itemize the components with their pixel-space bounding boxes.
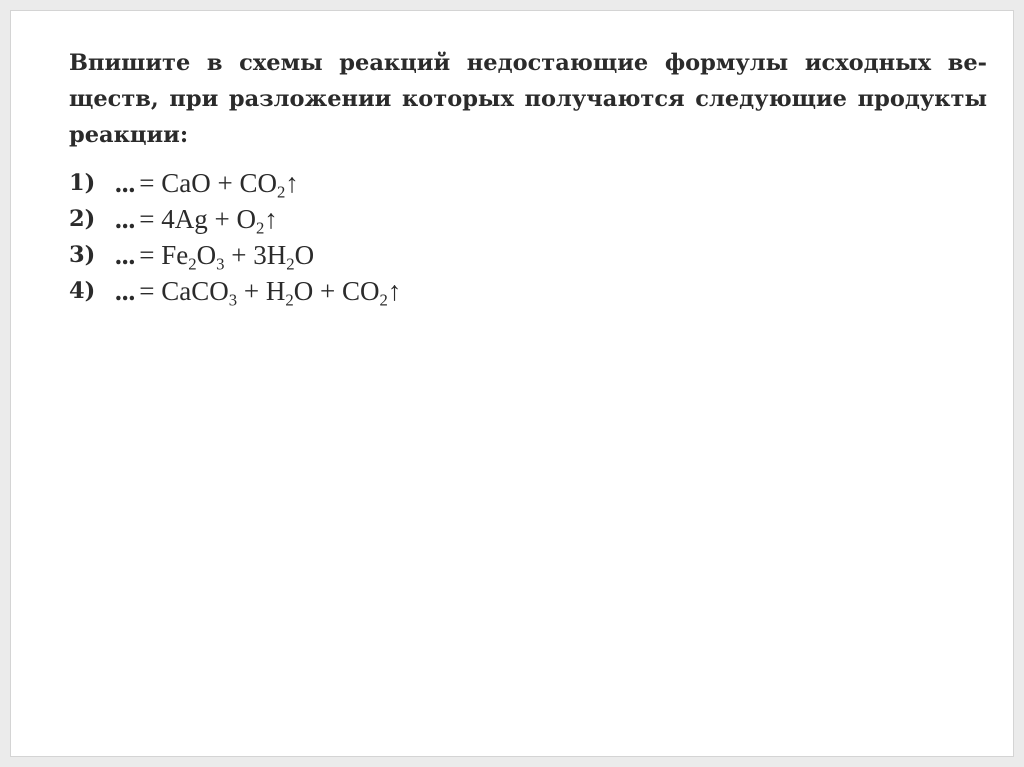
subscript-index: 3	[216, 254, 225, 274]
missing-reactant-placeholder: ...	[115, 168, 136, 198]
task-text: Впишите в схемы реакций недостающие формулы исходных веществ, при разложении которых получаются следующие продукты реакции:	[69, 50, 987, 148]
reaction-list	[69, 165, 401, 309]
reaction-number: 1)	[69, 170, 96, 196]
reaction-item	[69, 273, 401, 309]
subscript-index: 2	[188, 254, 197, 274]
reaction-item	[69, 165, 401, 201]
reaction-number: 2)	[69, 206, 96, 232]
missing-reactant-placeholder: ...	[115, 240, 136, 270]
subscript-index: 2	[285, 290, 294, 310]
reaction-equation	[139, 201, 278, 237]
formula-text: = Fe	[139, 240, 189, 270]
reaction-item	[69, 237, 401, 273]
subscript-index: 2	[286, 254, 295, 274]
formula-text: + H	[237, 276, 286, 306]
formula-text: ↑	[387, 276, 402, 306]
formula-text: ↑	[285, 168, 299, 198]
formula-text: O	[196, 240, 217, 270]
reaction-number: 3)	[69, 242, 96, 268]
formula-text: O	[294, 240, 315, 270]
formula-text: = CaCO	[139, 276, 229, 306]
reaction-equation	[139, 273, 401, 309]
slide	[10, 10, 1014, 757]
subscript-index: 2	[255, 218, 265, 238]
missing-reactant-placeholder: ...	[115, 276, 136, 306]
subscript-index: 2	[379, 290, 388, 310]
formula-text: ↑	[264, 204, 278, 234]
formula-text: O + CO	[293, 276, 380, 306]
formula-text: + 3H	[224, 240, 287, 270]
missing-reactant-placeholder: ...	[115, 204, 136, 234]
subscript-index: 3	[228, 290, 238, 310]
reaction-item	[69, 201, 401, 237]
formula-text: = CaO + CO	[139, 168, 277, 198]
reaction-equation	[139, 165, 299, 201]
reaction-equation	[139, 237, 314, 273]
formula-text: = 4Ag + O	[139, 204, 256, 234]
reaction-number: 4)	[69, 278, 96, 304]
subscript-index: 2	[276, 182, 286, 202]
